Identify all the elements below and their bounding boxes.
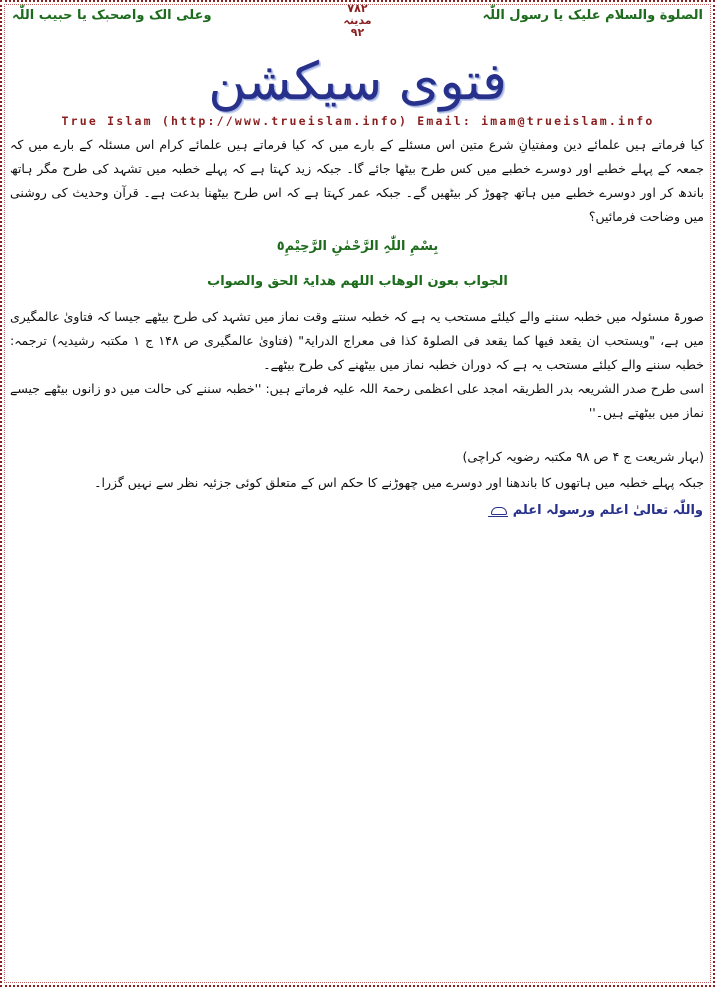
header-number-top: ۷۸۲ [347,2,368,15]
page-title: فتوی سیکشن [208,52,507,112]
header-label-middle: مدینہ [343,14,372,27]
answer-paragraph-2: اسی طرح صدر الشریعہ بدر الطریقہ امجد علی اعظمی رحمۃ اللہ علیہ فرماتے ہیں: ''خطبہ سننے کی حالت میں دو زانوں بیٹھے جیسے نماز میں بیٹھتے ہیں۔'' [10,381,704,420]
answer-paragraph-1: صورۃ مسئولہ میں خطبہ سننے والے کیلئے مستحب یہ ہے کہ خطبہ سنتے وقت نماز میں تشہد کی طرح بیٹھے جیسا کہ فتاویٰ عالمگیری میں ہے، "ویستحب ان یقعد فیھا کما یقعد فی الصلوۃ کذا فی معراج الدرایۃ" (فتاویٰ عالمگیری ص ۱۴۸ ج ۱ مکتبہ رشیدیہ) ترجمہ: خطبہ سننے والے کیلئے مستحب یہ ہے کہ دوران خطبہ نماز میں بیٹھنے کی طرح بیٹھے۔ [10,309,704,372]
closing-text: واللّٰہ تعالیٰ اعلم ورسولہ اعلم [512,503,703,518]
site-contact-line: True Islam (http://www.trueislam.info) Email: imam@trueislam.info [61,114,655,128]
answer-heading: الجواب بعون الوھاب اللھم ھدایۃ الحق والصواب [207,274,508,289]
final-note: جبکہ پہلے خطبہ میں ہاتھوں کا باندھنا اور دوسرے میں چھوڑنے کا حکم اس کے متعلق کوئی جزئیہ نظر سے نہیں گزرا۔ [94,475,704,490]
header-salutation-right: الصلوة والسلام علیک یا رسول اللّٰہ [482,8,703,23]
bismillah: بِسْمِ اللّٰہِ الرَّحْمٰنِ الرَّحِیْمِ٥ [276,239,439,254]
question-text: کیا فرماتے ہیں علمائے دین ومفتیانِ شرع متین اس مسئلے کے بارے میں کہ کیا فرماتے ہیں علمائے کرام اس مسئلہ کے بارے میں کہ جمعہ کے پہلے خطبے اور دوسرے خطبے میں کس طرح بیٹھا جائے گا۔ جبکہ زید کہتا ہے کہ پہلے خطبہ میں تشہد کی طرح مگر ہاتھ باندھ کر اور دوسرے خطبے میں ہاتھ چھوڑ کر بیٹھیں گے۔ جبکہ عمر کہتا ہے کہ اس طرح بیٹھنا بدعت ہے۔ قرآن وحدیث کی روشنی میں وضاحت فرمائیں؟ [10,137,704,224]
closing-line [484,503,703,518]
header-center-block [0,3,715,39]
reference-citation: (بہار شریعت ج ۴ ص ۹۸ مکتبہ رضویہ کراچی) [462,449,704,464]
header-salutation-left: وعلی الک واصحبک یا حبیب اللّٰہ [12,8,212,23]
header-number-bottom: ۹۲ [350,26,365,39]
answer-body [10,305,704,425]
honorific-seal-icon [488,505,508,517]
